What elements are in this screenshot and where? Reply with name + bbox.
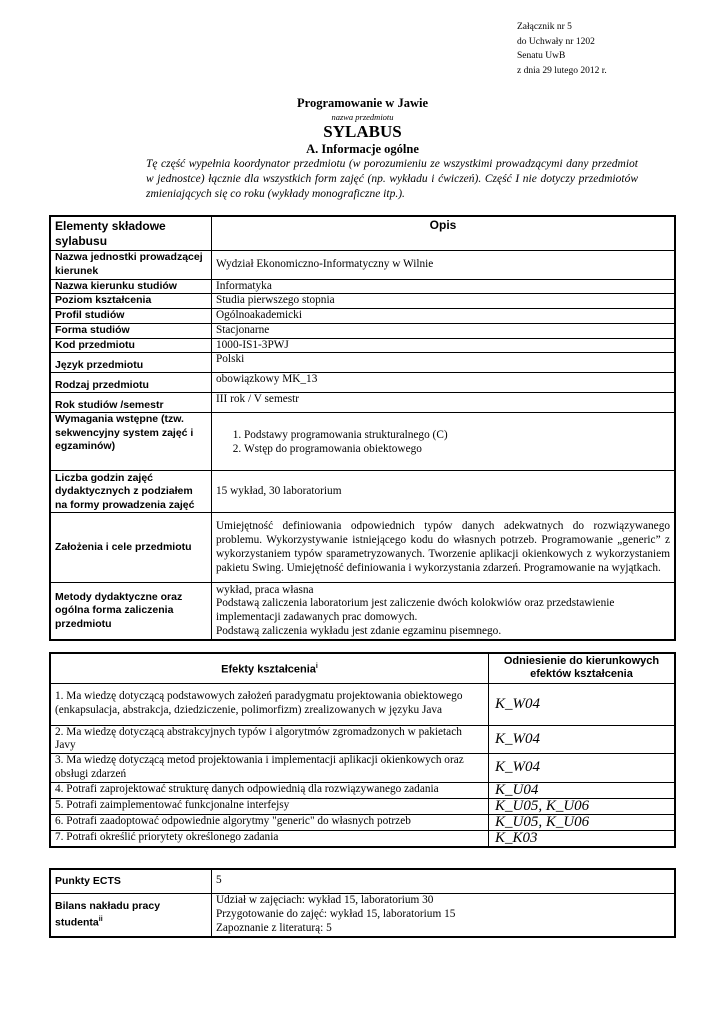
annex-line: Załącznik nr 5 (517, 22, 572, 32)
workload-label-cell (50, 893, 212, 937)
col-reference-header: Odniesienie do kierunkowych efektów kształcenia (489, 653, 676, 683)
outcome-code: K_U05, K_U06 (489, 798, 676, 814)
workload-line: Zapoznanie z literaturą: 5 (216, 921, 332, 934)
workload-label: Bilans nakładu pracy studenta (55, 899, 161, 929)
table-row (50, 471, 675, 513)
section-heading: A. Informacje ogólne (306, 142, 419, 156)
course-name: Programowanie w Jawie (297, 96, 428, 110)
row-label: Poziom kształcenia (50, 294, 212, 309)
row-label: Język przedmiotu (50, 353, 212, 373)
row-value: Studia pierwszego stopnia (212, 294, 676, 309)
outcome-code: K_U04 (489, 782, 676, 798)
table-row (50, 513, 675, 583)
annex-line: do Uchwały nr 1202 (517, 36, 595, 47)
outcome-text: 4. Potrafi zaprojektować strukturę danych odpowiednią dla rozwiązywanego zadania (50, 782, 489, 798)
methods-value (212, 583, 676, 640)
hours-value: 15 wykład, 30 laboratorium (212, 471, 676, 513)
annex-line: Senatu UwB (517, 51, 566, 61)
row-value: obowiązkowy MK_13 (212, 373, 676, 393)
table-row (50, 338, 675, 353)
ects-value: 5 (212, 869, 676, 893)
footnote-marker: ii (98, 916, 103, 923)
learning-outcomes-table (49, 652, 676, 848)
table-row (50, 725, 675, 754)
table-row (50, 323, 675, 338)
outcome-text: 7. Potrafi określić priorytety określonego zadania (50, 830, 489, 847)
list-item: 2. Wstęp do programowania obiektowego (244, 442, 670, 456)
table-header-row (50, 653, 675, 683)
table-row (50, 869, 675, 893)
general-info-table (49, 215, 676, 641)
outcome-text: 6. Potrafi zaadoptować odpowiednie algorytmy "generic" do własnych potrzeb (50, 814, 489, 830)
outcome-code: K_K03 (489, 830, 676, 847)
list-item: 1. Podstawy programowania strukturalnego (C) (244, 428, 670, 442)
table-row (50, 814, 675, 830)
outcome-code: K_W04 (489, 683, 676, 725)
row-label: Kod przedmiotu (50, 338, 212, 353)
row-label: Profil studiów (50, 309, 212, 324)
row-label: Rodzaj przedmiotu (50, 373, 212, 393)
outcome-code: K_W04 (489, 725, 676, 754)
hours-label: Liczba godzin zajęć dydaktycznych z podziałem na formy prowadzenia zajęć (50, 471, 212, 513)
table-row (50, 393, 675, 413)
methods-line: Podstawą zaliczenia laboratorium jest zaliczenie dwóch kolokwiów oraz przedstawienie implementacji zadawanych prac domowych. (216, 597, 615, 624)
workload-value (212, 893, 676, 937)
table-row (50, 353, 675, 373)
table-row (50, 754, 675, 783)
table-row (50, 294, 675, 309)
table-row (50, 373, 675, 393)
workload-line: Przygotowanie do zajęć: wykład 15, laboratorium 15 (216, 907, 456, 920)
row-value: Ogólnoakademicki (212, 309, 676, 324)
row-value: Wydział Ekonomiczno-Informatyczny w Wilnie (212, 250, 676, 279)
table-row (50, 583, 675, 640)
row-value: Informatyka (212, 279, 676, 294)
row-label: Nazwa kierunku studiów (50, 279, 212, 294)
outcome-text: 3. Ma wiedzę dotyczącą metod projektowania i implementacji aplikacji okienkowych oraz obsługi zdarzeń (50, 754, 489, 783)
outcome-code: K_U05, K_U06 (489, 814, 676, 830)
table-row (50, 782, 675, 798)
goals-value: Umiejętność definiowania odpowiednich typów danych adekwatnych do rozwiązywanego problemu. Wykorzystywanie istniejącego kodu do własnych potrzeb. Programowanie „generic” z wykorzystaniem typów sparametryzowanych. Tworzenie aplikacji okienkowych z wykorzystaniem pakietu Swing. Umiejętność definiowania i wykorzystania zdarzeń. Programowanie na wyjątkach. (212, 513, 676, 583)
methods-line: wykład, praca własna (216, 583, 314, 596)
row-label: Forma studiów (50, 323, 212, 338)
table-row (50, 309, 675, 324)
outcome-text: 5. Potrafi zaimplementować funkcjonalne interfejsy (50, 798, 489, 814)
table-row (50, 798, 675, 814)
row-value: Polski (212, 353, 676, 373)
row-label: Nazwa jednostki prowadzącej kierunek (50, 250, 212, 279)
goals-label: Założenia i cele przedmiotu (50, 513, 212, 583)
table-row (50, 250, 675, 279)
outcome-code: K_W04 (489, 754, 676, 783)
page-title: SYLABUS (323, 122, 402, 141)
prereq-label: Wymagania wstępne (tzw. sekwencyjny system zajęć i egzaminów) (50, 413, 212, 471)
table-row (50, 279, 675, 294)
ects-table (49, 868, 676, 938)
intro-paragraph: Tę część wypełnia koordynator przedmiotu (w porozumieniu ze wszystkimi prowadzącymi dany przedmiot w jednostce) łącznie dla wszystkich form zajęć (np. wykładu i ćwiczeń). Część I nie dotyczy przedmiotów zmieniających się co roku (wykłady monograficzne itp.). (146, 158, 638, 200)
row-value: Stacjonarne (212, 323, 676, 338)
table-row (50, 893, 675, 937)
table-row (50, 413, 675, 471)
workload-line: Udział w zajęciach: wykład 15, laboratorium 30 (216, 894, 434, 907)
methods-label: Metody dydaktyczne oraz ogólna forma zaliczenia przedmiotu (50, 583, 212, 640)
annex-note (517, 20, 607, 78)
methods-line: Podstawą zaliczenia wykładu jest zdanie egzaminu pisemnego. (216, 625, 502, 638)
row-value: III rok / V semestr (212, 393, 676, 413)
footnote-marker: i (315, 662, 318, 670)
prereq-value (212, 413, 676, 471)
prereq-list (216, 428, 670, 456)
course-name-caption: nazwa przedmiotu (331, 112, 394, 122)
table-header-row (50, 216, 675, 250)
col-effects-label: Efekty kształcenia (221, 663, 316, 676)
annex-line: z dnia 29 lutego 2012 r. (517, 65, 607, 76)
ects-label: Punkty ECTS (50, 869, 212, 893)
col-description-header: Opis (212, 216, 676, 250)
row-value: 1000-IS1-3PWJ (212, 338, 676, 353)
outcome-text: 1. Ma wiedzę dotyczącą podstawowych założeń paradygmatu projektowania obiektowego (enkapsulacja, abstrakcja, dziedziczenie, polimorfizm) zrealizowanych w języku Java (50, 683, 489, 725)
table-row (50, 830, 675, 847)
col-effects-header (50, 653, 489, 683)
outcome-text: 2. Ma wiedzę dotyczącą abstrakcyjnych typów i algorytmów zgromadzonych w pakietach Javy (50, 725, 489, 754)
col-elements-header: Elementy składowe sylabusu (50, 216, 212, 250)
table-row (50, 683, 675, 725)
row-label: Rok studiów /semestr (50, 393, 212, 413)
